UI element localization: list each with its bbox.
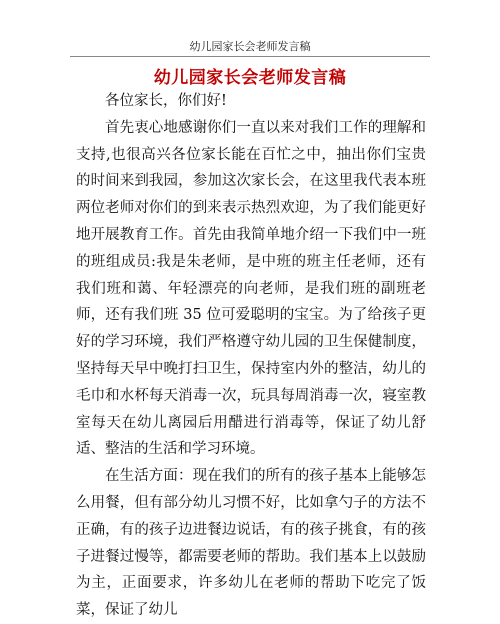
greeting-paragraph: 各位家长，你们好! bbox=[105, 93, 227, 109]
header-divider bbox=[70, 56, 430, 57]
document-title: 幼儿园家长会老师发言稿 bbox=[153, 68, 347, 88]
body-paragraph-thanks: 首先衷心地感谢你们一直以来对我们工作的理解和支持,也很高兴各位家长能在百忙之中，抽出你们宝贵的时间来到我园，参加这次家长会，在这里我代表本班两位老师对你们的到来表示热烈欢迎，为了我们能更好地开展教育工作。首先由我简单地介绍一下我们中一班的班组成员:我是朱老师，是中班的班主任老师，还有我们班和蔼、年轻漂亮的向老师，是我们班的副班老师，还有我们班 35 位可爱聪明的宝宝。为了给孩子更好的学习环境，我们严格遵守幼儿园的卫生保健制度，坚持每天早中晚打扫卫生，保持室内外的整洁，幼儿的毛巾和水杯每天消毒一次，玩具每周消毒一次，寝室教室每天在幼儿离园后用醋进行消毒等，保证了幼儿舒适、整洁的生活和学习环境。 bbox=[76, 119, 426, 458]
running-header: 幼儿园家长会老师发言稿 bbox=[189, 40, 311, 53]
document-body bbox=[76, 88, 426, 624]
body-paragraph-life: 在生活方面：现在我们的所有的孩子基本上能够怎么用餐，但有部分幼儿习惯不好，比如拿勺子的方法不正确，有的孩子边进餐边说话，有的孩子挑食，有的孩子进餐过慢等，都需要老师的帮助。我们基本上以鼓励为主，正面要求，许多幼儿在老师的帮助下吃完了饭菜，保证了幼儿 bbox=[76, 468, 426, 619]
